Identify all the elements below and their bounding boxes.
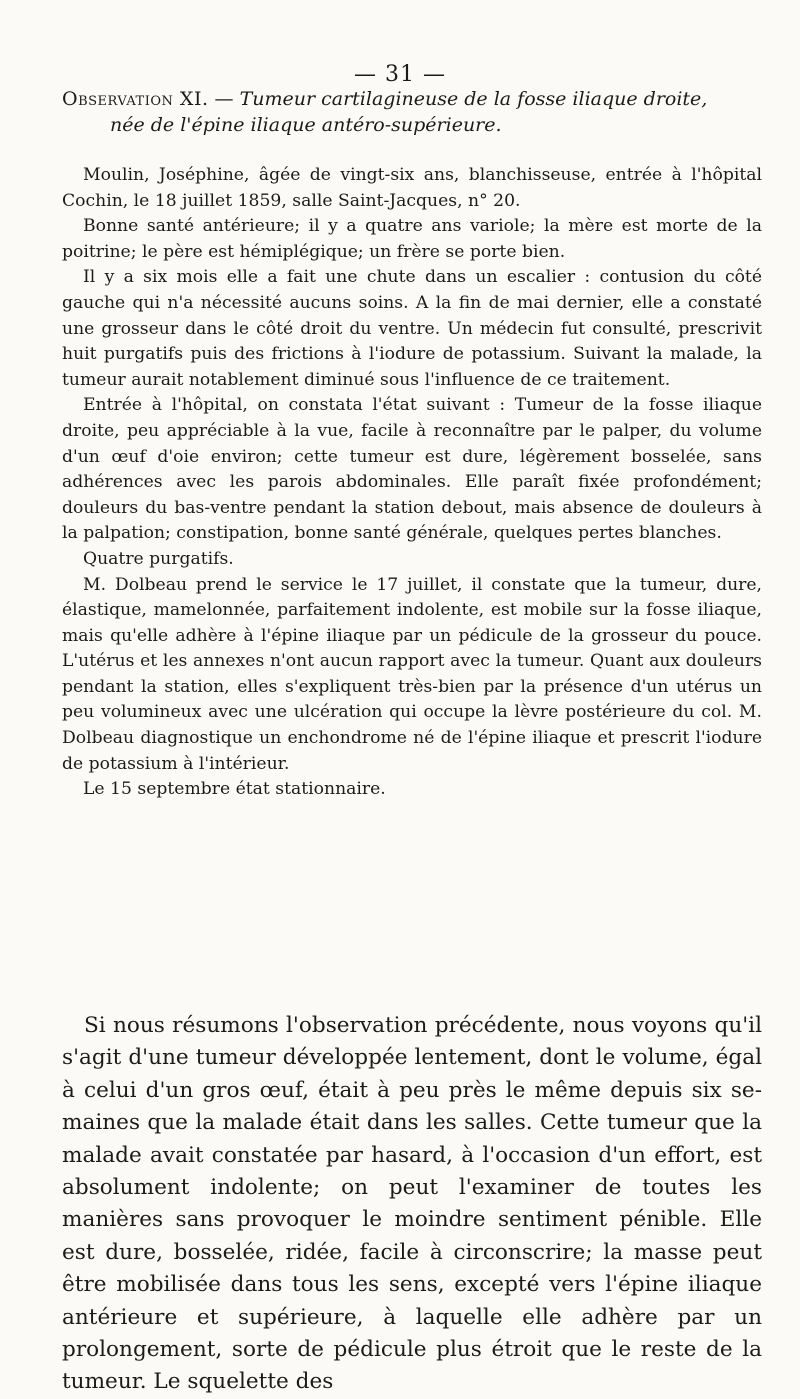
case-paragraph: Quatre purgatifs. xyxy=(83,548,234,569)
case-paragraph: M. Dolbeau prend le service le 17 juillet, il constate que la tumeur, dure, élastique, mamelonnée, parfaitement indolente, est mobile sur la fosse iliaque, mais qu'elle adhère à l'épine iliaque par un pédicule de la grosseur du pouce. L'utérus et les annexes n'ont aucun rapport avec la tumeur. Quant aux douleurs pendant la station, elles s'expliquent très-bien par la présence d'un utérus un peu volumineux avec une ulcération qui occupe la lèvre postérieure du col. M. Dolbeau diagnostique un enchondrome né de l'épine iliaque et prescrit l'iodure de potassium à l'intérieur. xyxy=(62,574,762,774)
page-number: — 31 — xyxy=(354,62,446,87)
case-paragraph: Le 15 septembre état stationnaire. xyxy=(83,779,386,800)
case-paragraph: Moulin, Joséphine, âgée de vingt-six ans, blanchisseuse, entrée à l'hôpital Cochin, le 18 juillet 1859, salle Saint-Jacques, n° 20. xyxy=(62,165,762,211)
heading-dash: — xyxy=(208,88,240,110)
case-paragraph: Entrée à l'hôpital, on constata l'état suivant : Tumeur de la fosse iliaque droite, peu appréciable à la vue, facile à reconnaître par le palper, du volume d'un œuf d'oie environ; cette tumeur est dure, légèrement bosselée, sans adhérences avec les parois abdominales. Elle paraît fixée profondément; douleurs du bas-ventre pendant la station debout, mais absence de douleurs à la palpation; constipation, bonne santé générale, quelques pertes blanches. xyxy=(62,395,762,544)
observation-title: Tumeur cartilagineuse de la fosse iliaque droite, xyxy=(239,88,708,110)
case-paragraph: Bonne santé antérieure; il y a quatre ans variole; la mère est morte de la poitrine; le père est hémiplégique; un frère se porte bien. xyxy=(62,216,762,262)
observation-subtitle: née de l'épine iliaque antéro-supérieure. xyxy=(110,114,502,136)
observation-heading xyxy=(62,86,762,138)
observation-label: Observation XI. xyxy=(62,88,209,110)
case-report xyxy=(62,163,762,803)
commentary-paragraph: Si nous résumons l'observation précédente, nous voyons qu'il s'agit d'une tumeur développée lentement, dont le volume, égal à celui d'un gros œuf, était à peu près le même depuis six semaines que la malade était dans les salles. Cette tumeur que la malade avait constatée par hasard, à l'occasion d'un effort, est absolument indolente; on peut l'examiner de toutes les manières sans provoquer le moindre sentiment pénible. Elle est dure, bosselée, ridée, facile à circonscrire; la masse peut être mobilisée dans tous les sens, excepté vers l'épine iliaque antérieure et supérieure, à laquelle elle adhère par un prolongement, sorte de pédicule plus étroit que le reste de la tumeur. Le squelette des xyxy=(62,1013,762,1395)
commentary xyxy=(62,1010,762,1399)
case-paragraph: Il y a six mois elle a fait une chute dans un escalier : contusion du côté gauche qui n'a nécessité aucuns soins. A la fin de mai dernier, elle a constaté une grosseur dans le côté droit du ventre. Un médecin fut consulté, prescrivit huit purgatifs puis des frictions à l'iodure de potassium. Suivant la malade, la tumeur aurait notablement diminué sous l'influence de ce traitement. xyxy=(62,267,762,390)
